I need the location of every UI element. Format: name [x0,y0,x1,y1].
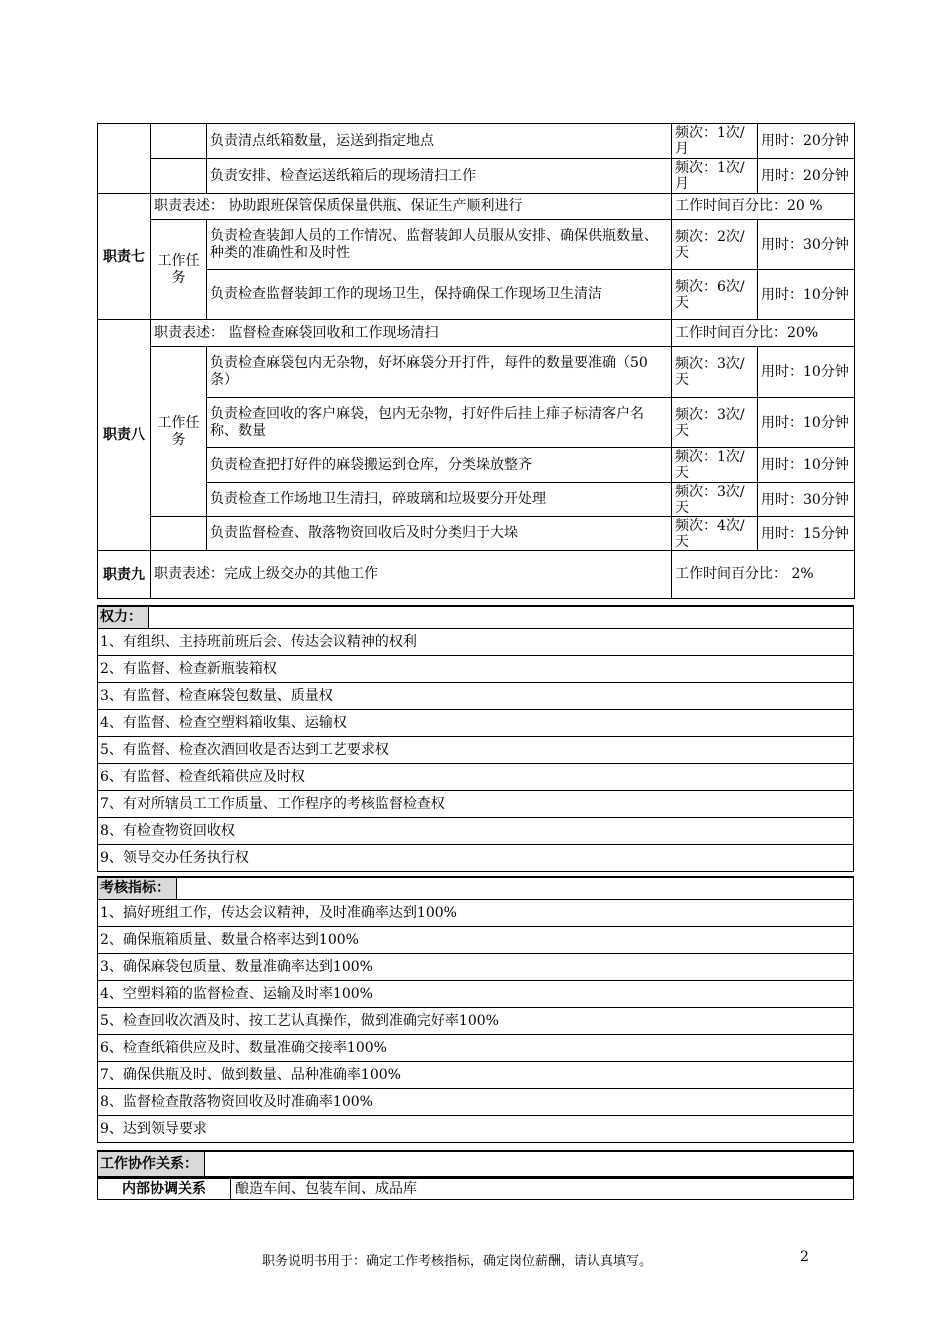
kpi-section [97,876,854,1143]
task-text: 负责检查把打好件的麻袋搬运到仓库，分类垛放整齐 [207,448,672,483]
duty-name: 职责七 [98,194,151,320]
duty6-task-label-cell [151,159,207,194]
list-item: 4、空塑料箱的监督检查、运输及时率100% [97,981,854,1008]
list-item: 7、确保供瓶及时、做到数量、品种准确率100% [97,1062,854,1089]
task-time: 用时：10分钟 [758,398,855,448]
task-time: 用时：20分钟 [758,159,855,194]
table-row [98,551,855,599]
duty-time-percentage: 工作时间百分比：20 % [672,194,855,220]
task-frequency: 频次：1次/月 [672,124,758,159]
powers-heading-row [97,605,854,629]
internal-coordination-value: 酿造车间、包装车间、成品库 [235,1181,417,1197]
task-time: 用时：30分钟 [758,220,855,270]
duty6-name-cell [98,124,151,194]
duty-description: 职责表述： 监督检查麻袋回收和工作现场清扫 [151,320,672,347]
internal-coordination-row [97,1177,854,1200]
list-item: 2、确保瓶箱质量、数量合格率达到100% [97,927,854,954]
table-row [98,320,855,347]
table-row [98,483,855,517]
task-label: 工作任务 [151,220,207,320]
table-row [98,194,855,220]
task-frequency: 频次：1次/天 [672,448,758,483]
task-frequency: 频次：3次/天 [672,347,758,398]
list-item: 7、有对所辖员工工作质量、工作程序的考核监督检查权 [97,791,854,818]
task-text: 负责检查监督装卸工作的现场卫生，保持确保工作现场卫生清洁 [207,270,672,320]
task-frequency: 频次：3次/天 [672,483,758,517]
task-text: 负责监督检查、散落物资回收后及时分类归于大垛 [207,517,672,551]
list-item: 5、有监督、检查次酒回收是否达到工艺要求权 [97,737,854,764]
list-item: 8、监督检查散落物资回收及时准确率100% [97,1089,854,1116]
task-label: 工作任务 [151,347,207,517]
task-frequency: 频次：1次/月 [672,159,758,194]
table-row [98,270,855,320]
task-time: 用时：30分钟 [758,483,855,517]
duty-table [97,123,855,599]
list-item: 3、确保麻袋包质量、数量准确率达到100% [97,954,854,981]
task-text: 负责检查回收的客户麻袋，包内无杂物，打好件后挂上痱子标清客户名称、数量 [207,398,672,448]
task-frequency: 频次：4次/天 [672,517,758,551]
task-frequency: 频次：2次/天 [672,220,758,270]
table-row [98,124,855,159]
task-text: 负责安排、检查运送纸箱后的现场清扫工作 [207,159,672,194]
table-row [98,347,855,398]
duty-name: 职责九 [98,551,151,599]
table-row [98,448,855,483]
list-item: 3、有监督、检查麻袋包数量、质量权 [97,683,854,710]
list-item: 1、搞好班组工作，传达会议精神，及时准确率达到100% [97,900,854,927]
task-time: 用时：15分钟 [758,517,855,551]
kpi-heading-row [97,876,854,900]
list-item: 2、有监督、检查新瓶装箱权 [97,656,854,683]
table-row [98,220,855,270]
task-time: 用时：10分钟 [758,270,855,320]
task-frequency: 频次：6次/天 [672,270,758,320]
list-item: 9、达到领导要求 [97,1116,854,1143]
footer-note: 职务说明书用于：确定工作考核指标，确定岗位薪酬，请认真填写。 [262,1254,653,1269]
coop-heading-row [97,1150,854,1177]
duty-name: 职责八 [98,320,151,551]
list-item: 1、有组织、主持班前班后会、传达会议精神的权利 [97,629,854,656]
duty-time-percentage: 工作时间百分比： 2% [672,551,855,599]
powers-section [97,605,854,872]
list-item: 6、检查纸箱供应及时、数量准确交接率100% [97,1035,854,1062]
task-text: 负责检查麻袋包内无杂物，好坏麻袋分开打件，每件的数量要准确（50条） [207,347,672,398]
section-title: 权力： [98,607,149,628]
section-title: 工作协作关系： [98,1152,205,1176]
duty8-task-label-cell [151,517,207,551]
task-text: 负责检查工作场地卫生清扫，碎玻璃和垃圾要分开处理 [207,483,672,517]
list-item: 9、领导交办任务执行权 [97,845,854,872]
duty-time-percentage: 工作时间百分比：20% [672,320,855,347]
task-frequency: 频次：3次/天 [672,398,758,448]
list-item: 6、有监督、检查纸箱供应及时权 [97,764,854,791]
list-item: 4、有监督、检查空塑料箱收集、运输权 [97,710,854,737]
table-row [98,159,855,194]
internal-coordination-label: 内部协调关系 [98,1179,231,1200]
duty-description: 职责表述：完成上级交办的其他工作 [151,551,672,599]
coop-section [97,1150,854,1177]
page-number: 2 [800,1249,809,1265]
task-text: 负责检查装卸人员的工作情况、监督装卸人员服从安排、确保供瓶数量、种类的准确性和及时性 [207,220,672,270]
task-time: 用时：10分钟 [758,347,855,398]
table-row [98,517,855,551]
list-item: 8、有检查物资回收权 [97,818,854,845]
task-time: 用时：20分钟 [758,124,855,159]
duty6-task-label-cell [151,124,207,159]
task-time: 用时：10分钟 [758,448,855,483]
task-text: 负责清点纸箱数量，运送到指定地点 [207,124,672,159]
table-row [98,398,855,448]
list-item: 5、检查回收次酒及时、按工艺认真操作，做到准确完好率100% [97,1008,854,1035]
duty-description: 职责表述： 协助跟班保管保质保量供瓶、保证生产顺利进行 [151,194,672,220]
section-title: 考核指标： [98,878,177,899]
